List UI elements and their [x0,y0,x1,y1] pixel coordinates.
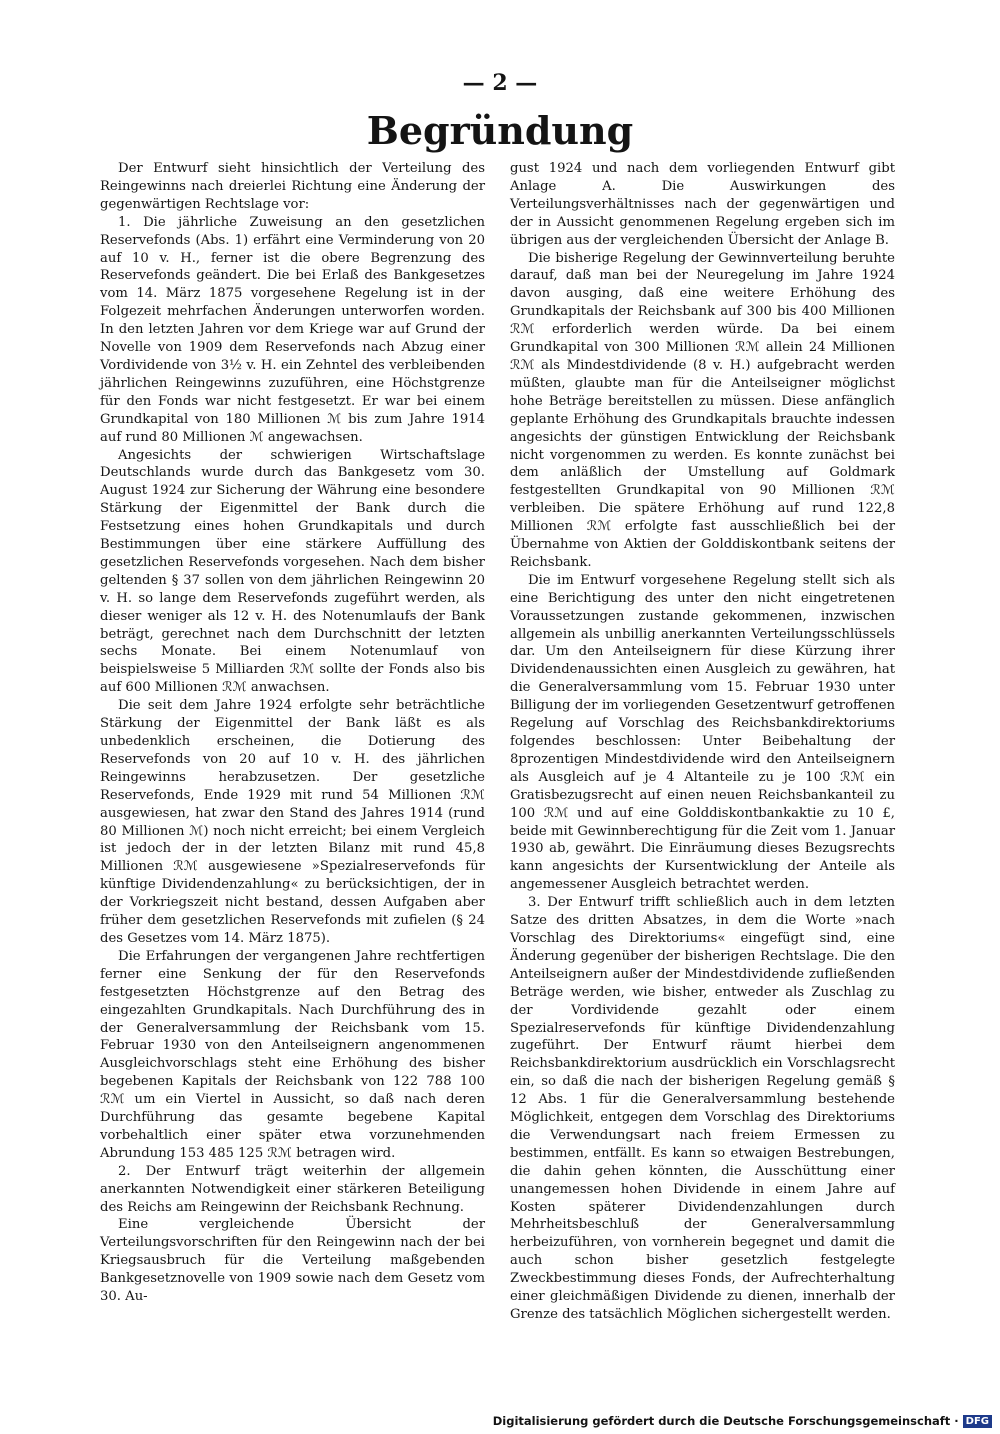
paragraph: gust 1924 und nach dem vorliegenden Entwurf gibt Anlage A. Die Auswirkungen des Verteilungsverhältnisses nach der gegenwärtigen und der in Aussicht genommenen Regelung ergeben sich im übrigen aus der vergleichenden Übersicht der Anlage B. [510,161,895,248]
paragraph: Die im Entwurf vorgesehene Regelung stellt sich als eine Berichtigung des unter den nicht eingetretenen Voraussetzungen zustande gekommenen, inzwischen allgemein als unbillig anerkannten Verteilungsschlüssels dar. Um den Anteilseignern für diese Kürzung ihrer Dividendenaussichten einen Ausgleich zu gewähren, hat die Generalversammlung vom 15. Februar 1930 unter Billigung der im vorliegenden Gesetzentwurf getroffenen Regelung auf Vorschlag des Reichsbankdirektoriums folgendes beschlossen: Unter Beibehaltung der 8prozentigen Mindestdividende wird den Anteilseignern als Ausgleich auf je 4 Altanteile zu je 100 ℛℳ ein Gratisbezugsrecht auf einen neuen Reichsbankanteil zu 100 ℛℳ und auf eine Golddiskontbankaktie zu 10 £, beide mit Gewinnberechtigung für die Zeit vom 1. Januar 1930 ab, gewährt. Die Einräumung dieses Bezugsrechts kann angesichts der Kursentwicklung der Anteile als angemessener Ausgleich betrachtet werden. [510,572,895,893]
paragraph: 2. Der Entwurf trägt weiterhin der allgemein anerkannten Notwendigkeit einer stärkeren Beteiligung des Reichs am Reingewinn der Reichsbank Rechnung. [100,1163,485,1215]
paragraph: 3. Der Entwurf trifft schließlich auch in dem letzten Satze des dritten Absatzes, in dem die Worte »nach Vorschlag des Direktoriums« eingefügt sind, eine Änderung gegenüber der bisherigen Rechtslage. Die den Anteilseignern außer der Mindestdividende zufließenden Beträge werden, wie bisher, entweder als Zuschlag zu der Vordividende gezahlt oder einem Spezialreservefonds für künftige Dividendenzahlung zugeführt. Der Entwurf räumt hierbei dem Reichsbankdirektorium ausdrücklich ein Vorschlagsrecht ein, so daß die nach der bisherigen Regelung gemäß § 12 Abs. 1 für die Generalversammlung bestehende Möglichkeit, entgegen dem Vorschlag des Direktoriums die Verwendungsart nach freiem Ermessen zu bestimmen, entfällt. Es kann so etwaigen Bestrebungen, die dahin gehen könnten, die Ausschüttung einer unangemessen hohen Dividende in einem Jahre auf Kosten späterer Dividendenzahlungen durch Mehrheitsbeschluß der Generalversammlung herbeizuführen, von vornherein begegnet und damit die auch schon bisher gesetzlich festgelegte Zweckbestimmung dieses Fonds, der Aufrechterhaltung einer gleichmäßigen Dividende zu dienen, innerhalb der Grenze des tatsächlich Möglichen sichergestellt werden. [510,895,895,1322]
right-column [510,160,895,1324]
paragraph: Angesichts der schwierigen Wirtschaftslage Deutschlands wurde durch das Bankgesetz vom 30. August 1924 zur Sicherung der Währung eine besondere Stärkung der Eigenmittel der Bank durch die Festsetzung eines hohen Grundkapitals und durch Bestimmungen über eine stärkere Auffüllung des gesetzlichen Reservefonds vorgesehen. Nach dem bisher geltenden § 37 sollen von dem jährlichen Reingewinn 20 v. H. so lange dem Reservefonds zugeführt werden, als dieser weniger als 12 v. H. des Notenumlaufs der Bank beträgt, gerechnet nach dem Durchschnitt der letzten sechs Monate. Bei einem Notenumlauf von beispielsweise 5 Milliarden ℛℳ sollte der Fonds also bis auf 600 Millionen ℛℳ anwachsen. [100,447,485,696]
page-number: — 2 — [462,70,538,96]
paragraph: Eine vergleichende Übersicht der Verteilungsvorschriften für den Reingewinn nach der bei Kriegsausbruch für die Verteilung maßgebenden Bankgesetznovelle von 1909 sowie nach dem Gesetz vom 30. Au- [100,1217,485,1305]
footer [493,1414,992,1428]
paragraph: Die bisherige Regelung der Gewinnverteilung beruhte darauf, daß man bei der Neuregelung im Jahre 1924 davon ausging, daß eine weitere Erhöhung des Grundkapitals der Reichsbank auf 300 bis 400 Millionen ℛℳ erforderlich werden würde. Da bei einem Grundkapital von 300 Millionen ℛℳ allein 24 Millionen ℛℳ als Mindestdividende (8 v. H.) aufgebracht werden müßten, glaubte man für die Anteilseigner möglichst hohe Beträge bereitstellen zu müssen. Diese anfänglich geplante Erhöhung des Grundkapitals brauchte indessen angesichts der günstigen Entwicklung der Reichsbank nicht vorgenommen zu werden. Es konnte zunächst bei dem anläßlich der Umstellung auf Goldmark festgestellten Grundkapital von 90 Millionen ℛℳ verbleiben. Die spätere Erhöhung auf rund 122,8 Millionen ℛℳ erfolgte fast ausschließlich bei der Übernahme von Aktien der Golddiskontbank seitens der Reichsbank. [510,250,895,570]
footer-text: Digitalisierung gefördert durch die Deutsche Forschungsgemeinschaft · [492,1414,959,1428]
paragraph: Die seit dem Jahre 1924 erfolgte sehr beträchtliche Stärkung der Eigenmittel der Bank läßt es als unbedenklich erscheinen, die Dotierung des Reservefonds von 20 auf 10 v. H. des jährlichen Reingewinns herabzusetzen. Der gesetzliche Reservefonds, Ende 1929 mit rund 54 Millionen ℛℳ ausgewiesen, hat zwar den Stand des Jahres 1914 (rund 80 Millionen ℳ) noch nicht erreicht; bei einem Vergleich ist jedoch der in der letzten Bilanz mit rund 45,8 Millionen ℛℳ ausgewiesene »Spezialreservefonds für künftige Dividendenzahlung« zu berücksichtigen, der in der Vorkriegszeit nicht bestand, dessen Aufgaben aber früher dem gesetzlichen Reservefonds mit zufielen (§ 24 des Gesetzes vom 14. März 1875). [100,698,485,946]
dfg-logo: DFG [963,1415,992,1428]
paragraph: Die Erfahrungen der vergangenen Jahre rechtfertigen ferner eine Senkung der für den Reservefonds festgesetzten Höchstgrenze auf den Betrag des eingezahlten Grundkapitals. Nach Durchführung des in der Generalversammlung der Reichsbank vom 15. Februar 1930 von den Anteilseignern angenommenen Ausgleichvorschlags steht eine Erhöhung des bisher begebenen Kapitals der Reichsbank von 122 788 100 ℛℳ um ein Viertel in Aussicht, so daß nach deren Durchführung das gesamte begebene Kapital vorbehaltlich einer später etwa vorzunehmenden Abrundung 153 485 125 ℛℳ betragen wird. [100,948,485,1161]
left-column [100,160,485,1306]
paragraph: 1. Die jährliche Zuweisung an den gesetzlichen Reservefonds (Abs. 1) erfährt eine Verminderung von 20 auf 10 v. H., ferner ist die obere Begrenzung des Reservefonds geändert. Die bei Erlaß des Bankgesetzes vom 14. März 1875 vorgesehene Regelung ist in der Folgezeit mehrfachen Änderungen unterworfen worden. In den letzten Jahren vor dem Kriege war auf Grund der Novelle von 1909 dem Reservefonds nach Abzug einer Vordividende von 3½ v. H. ein Zehntel des verbleibenden jährlichen Reingewinns zuzuführen, eine Höchstgrenze für den Fonds war nicht festgesetzt. Er war bei einem Grundkapital von 180 Millionen ℳ bis zum Jahre 1914 auf rund 80 Millionen ℳ angewachsen. [100,214,485,445]
page-title: Begründung [366,108,634,153]
paragraph: Der Entwurf sieht hinsichtlich der Verteilung des Reingewinns nach dreierlei Richtung eine Änderung der gegenwärtigen Rechtslage vor: [100,161,485,212]
